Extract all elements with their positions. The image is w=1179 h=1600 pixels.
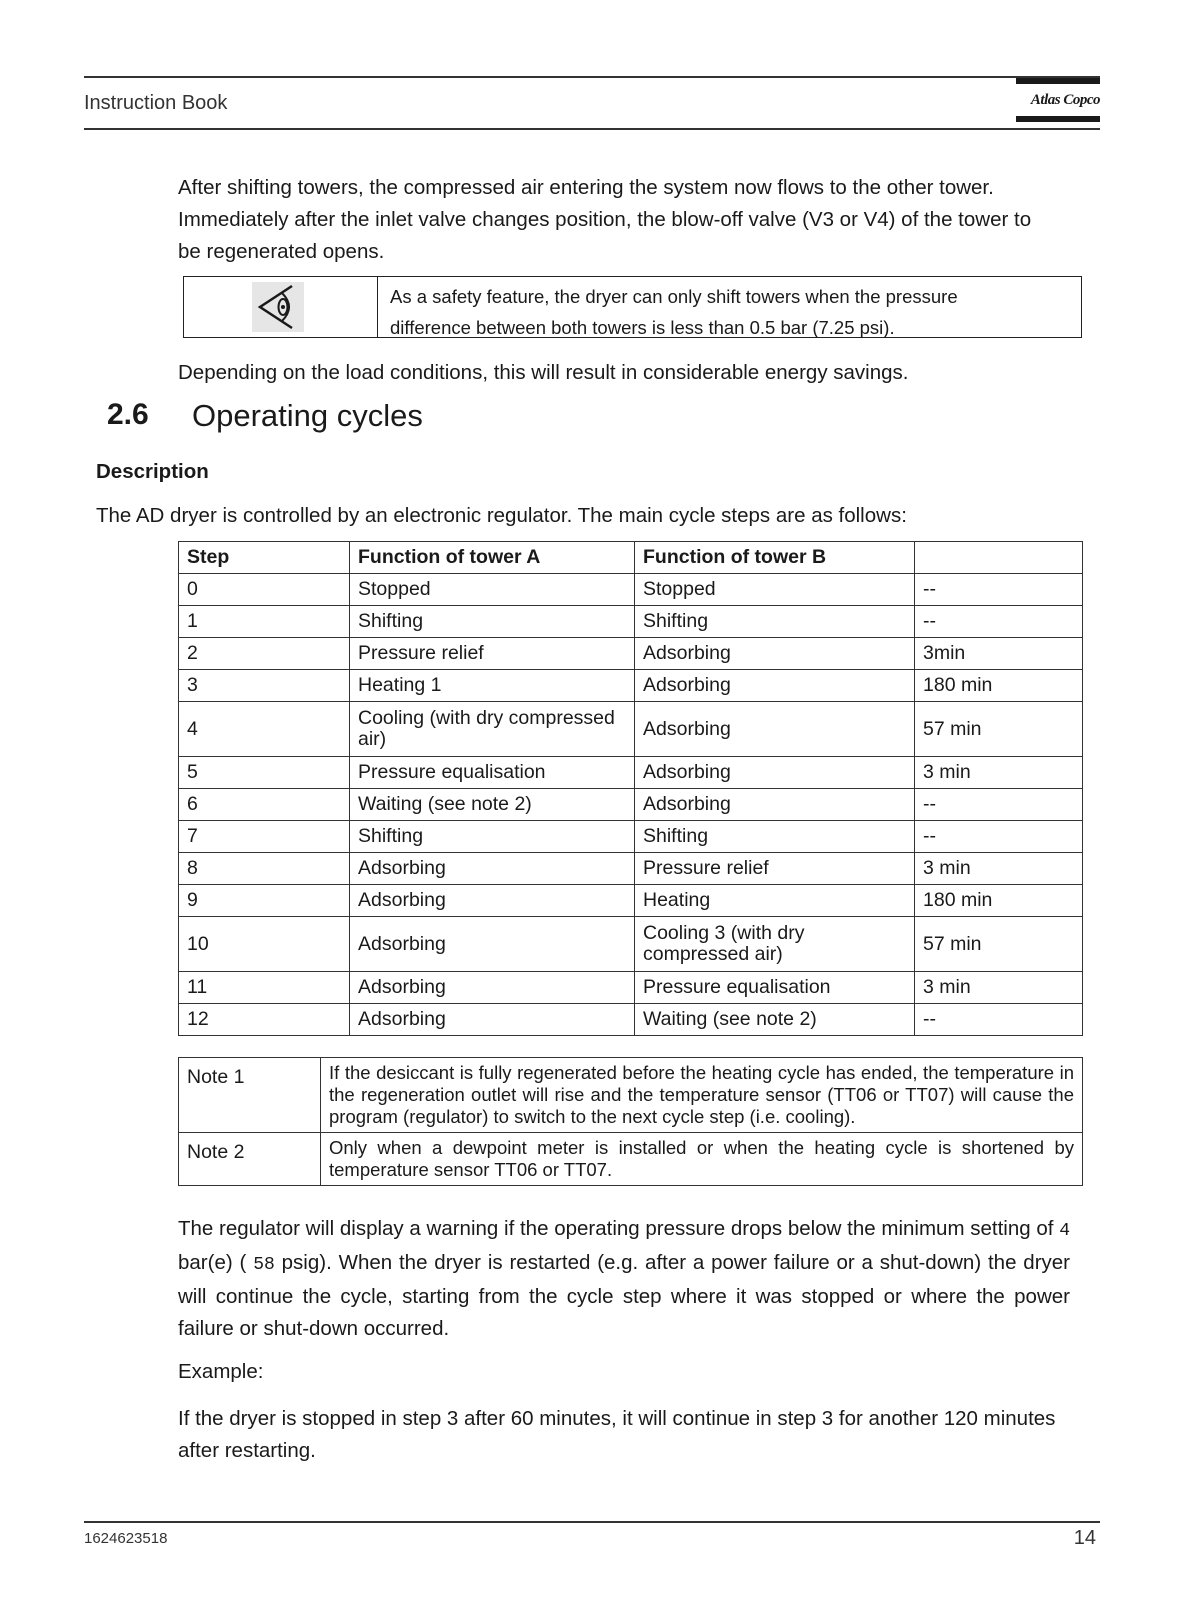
note-label: Note 1 — [179, 1058, 321, 1133]
cell-tower-b: Adsorbing — [635, 670, 915, 702]
header-step: Step — [179, 542, 350, 574]
cell-duration: 3 min — [915, 853, 1083, 885]
table-header-row — [179, 542, 1083, 574]
section-number: 2.6 — [107, 398, 149, 431]
header-tower-a: Function of tower A — [350, 542, 635, 574]
table-row — [179, 789, 1083, 821]
cell-tower-b: Adsorbing — [635, 789, 915, 821]
description-heading: Description — [96, 460, 209, 483]
eye-icon — [252, 282, 304, 332]
cell-tower-a: Waiting (see note 2) — [350, 789, 635, 821]
cell-tower-a: Adsorbing — [350, 917, 635, 972]
table-row — [179, 885, 1083, 917]
cell-tower-b: Pressure equalisation — [635, 972, 915, 1004]
table-row — [179, 757, 1083, 789]
description-text: The AD dryer is controlled by an electronic regulator. The main cycle steps are as follows: — [96, 504, 907, 527]
callout-text — [390, 281, 1070, 343]
warning-text-3: psig). When the dryer is restarted (e.g. after a power failure or a shut-down) the dryer will continue the cycle, starting from the cycle step where it was stopped or where the power failure or shut-down occurred. — [178, 1251, 1071, 1340]
cell-duration: -- — [915, 1004, 1083, 1036]
cell-step: 3 — [179, 670, 350, 702]
notes-table — [178, 1057, 1083, 1186]
cell-tower-a: Adsorbing — [350, 972, 635, 1004]
cell-tower-a: Cooling (with dry compressed air) — [350, 702, 635, 757]
cell-tower-a: Adsorbing — [350, 1004, 635, 1036]
note-row — [179, 1058, 1083, 1133]
table-row — [179, 702, 1083, 757]
cell-tower-a: Adsorbing — [350, 853, 635, 885]
intro-line: After shifting towers, the compressed air entering the system now flows to the other tower. — [178, 176, 994, 199]
cell-step: 8 — [179, 853, 350, 885]
cell-duration: 57 min — [915, 702, 1083, 757]
logo-wordmark: Atlas Copco — [1030, 92, 1100, 108]
note-text: Only when a dewpoint meter is installed or when the heating cycle is shortened by temperature sensor TT06 or TT07. — [321, 1133, 1083, 1186]
cell-tower-b: Shifting — [635, 606, 915, 638]
cycle-steps-table — [178, 541, 1083, 1036]
table-row — [179, 972, 1083, 1004]
cell-tower-a: Pressure equalisation — [350, 757, 635, 789]
safety-callout — [183, 276, 1082, 338]
callout-icon-cell — [184, 277, 378, 337]
table-row — [179, 670, 1083, 702]
cell-tower-a: Pressure relief — [350, 638, 635, 670]
header-duration — [915, 542, 1083, 574]
cell-duration: 57 min — [915, 917, 1083, 972]
cell-tower-b: Shifting — [635, 821, 915, 853]
cell-duration: 180 min — [915, 885, 1083, 917]
table-row — [179, 1004, 1083, 1036]
callout-line: As a safety feature, the dryer can only shift towers when the pressure — [390, 286, 958, 307]
savings-paragraph: Depending on the load conditions, this will result in considerable energy savings. — [178, 361, 909, 384]
page-number: 14 — [1073, 1527, 1096, 1549]
header-top-rule — [84, 76, 1100, 78]
cell-step: 10 — [179, 917, 350, 972]
example-text: If the dryer is stopped in step 3 after 60 minutes, it will continue in step 3 for another 120 minutes after restarting. — [178, 1407, 1056, 1462]
cell-step: 1 — [179, 606, 350, 638]
cell-duration: -- — [915, 606, 1083, 638]
header-title: Instruction Book — [84, 92, 228, 114]
cell-step: 0 — [179, 574, 350, 606]
example-label: Example: — [178, 1360, 264, 1383]
note-label: Note 2 — [179, 1133, 321, 1186]
header-tower-b: Function of tower B — [635, 542, 915, 574]
warning-text-1: The regulator will display a warning if the operating pressure drops below the minimum setting of — [178, 1217, 1054, 1240]
table-row — [179, 917, 1083, 972]
warning-text-2: bar(e) ( — [178, 1251, 247, 1274]
table-row — [179, 638, 1083, 670]
cell-tower-a: Stopped — [350, 574, 635, 606]
cell-tower-a: Shifting — [350, 606, 635, 638]
section-title: Operating cycles — [192, 398, 423, 433]
cell-tower-b: Stopped — [635, 574, 915, 606]
cell-step: 2 — [179, 638, 350, 670]
note-row — [179, 1133, 1083, 1186]
cell-duration: -- — [915, 789, 1083, 821]
callout-line: difference between both towers is less than 0.5 bar (7.25 psi). — [390, 317, 895, 338]
cell-tower-b: Waiting (see note 2) — [635, 1004, 915, 1036]
cell-tower-b: Adsorbing — [635, 702, 915, 757]
intro-paragraph — [178, 172, 1088, 268]
intro-line: Immediately after the inlet valve changes position, the blow-off valve (V3 or V4) of the tower to — [178, 208, 1032, 231]
cell-tower-b: Adsorbing — [635, 638, 915, 670]
cell-step: 7 — [179, 821, 350, 853]
cell-tower-a: Adsorbing — [350, 885, 635, 917]
table-row — [179, 574, 1083, 606]
document-number: 1624623518 — [84, 1530, 168, 1547]
cell-tower-a: Heating 1 — [350, 670, 635, 702]
cell-step: 4 — [179, 702, 350, 757]
cell-step: 11 — [179, 972, 350, 1004]
atlas-copco-logo — [1016, 78, 1100, 128]
cell-step: 6 — [179, 789, 350, 821]
warning-paragraph — [178, 1213, 1070, 1345]
cell-step: 12 — [179, 1004, 350, 1036]
note-text: If the desiccant is fully regenerated before the heating cycle has ended, the temperature in the regeneration outlet will rise and the temperature sensor (TT06 or TT07) will cause the program (regulator) to switch to the next cycle step (i.e. cooling). — [321, 1058, 1083, 1133]
cell-tower-b: Cooling 3 (with dry compressed air) — [635, 917, 915, 972]
cell-tower-a: Shifting — [350, 821, 635, 853]
cell-duration: 3 min — [915, 972, 1083, 1004]
table-row — [179, 821, 1083, 853]
cell-tower-b: Pressure relief — [635, 853, 915, 885]
cell-duration: -- — [915, 821, 1083, 853]
min-pressure-bar: 4 — [1059, 1221, 1071, 1241]
cell-duration: -- — [915, 574, 1083, 606]
cell-step: 9 — [179, 885, 350, 917]
cell-tower-b: Heating — [635, 885, 915, 917]
footer-rule — [84, 1521, 1100, 1523]
intro-line: be regenerated opens. — [178, 240, 385, 263]
cell-step: 5 — [179, 757, 350, 789]
cell-duration: 3min — [915, 638, 1083, 670]
table-row — [179, 853, 1083, 885]
cell-duration: 180 min — [915, 670, 1083, 702]
cell-duration: 3 min — [915, 757, 1083, 789]
header-bottom-rule — [84, 128, 1100, 130]
min-pressure-psig: 58 — [253, 1255, 275, 1275]
cell-tower-b: Adsorbing — [635, 757, 915, 789]
table-row — [179, 606, 1083, 638]
